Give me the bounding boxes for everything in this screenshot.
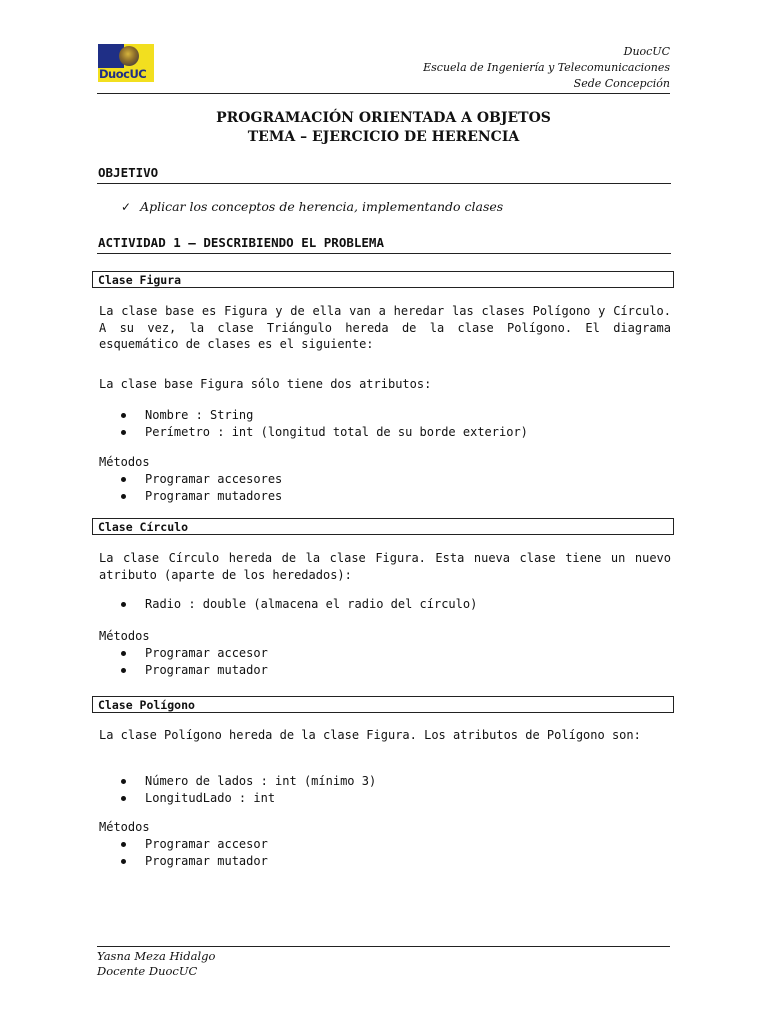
bullet-icon	[121, 668, 126, 673]
page-header	[97, 42, 670, 94]
circulo-metodos-list	[99, 645, 268, 678]
checkmark-icon: ✓	[121, 200, 132, 214]
section-objetivo-heading: OBJETIVO	[97, 165, 671, 184]
list-item: Nombre : String	[99, 407, 528, 424]
list-item: LongitudLado : int	[99, 790, 376, 807]
list-item: Programar mutador	[99, 662, 268, 679]
institution-name: DuocUC	[623, 45, 670, 58]
campus-name: Sede Concepción	[573, 77, 670, 90]
list-item: Programar mutador	[99, 853, 268, 870]
list-item: Programar accesor	[99, 645, 268, 662]
list-item: Radio : double (almacena el radio del círculo)	[99, 596, 477, 613]
bullet-icon	[121, 477, 126, 482]
author-name: Yasna Meza Hidalgo	[97, 949, 216, 963]
list-item: Número de lados : int (mínimo 3)	[99, 773, 376, 790]
list-item: Programar accesor	[99, 836, 268, 853]
list-item: Programar accesores	[99, 471, 282, 488]
bullet-icon	[121, 796, 126, 801]
page-footer	[97, 946, 670, 979]
circulo-intro: La clase Círculo hereda de la clase Figura. Esta nueva clase tiene un nuevo atributo (aparte de los heredados):	[99, 551, 671, 582]
duocuc-logo	[98, 44, 154, 82]
circulo-metodos-label: Métodos	[99, 629, 150, 643]
section-actividad-heading: ACTIVIDAD 1 – DESCRIBIENDO EL PROBLEMA	[97, 235, 671, 254]
globe-icon	[119, 46, 139, 66]
bullet-icon	[121, 413, 126, 418]
bullet-icon	[121, 430, 126, 435]
list-item: Programar mutadores	[99, 488, 282, 505]
figura-attrs-list	[99, 407, 528, 440]
bullet-icon	[121, 494, 126, 499]
logo-text: DuocUC	[99, 67, 147, 81]
institution-info	[423, 44, 670, 92]
bullet-icon	[121, 859, 126, 864]
objetivo-text: Aplicar los conceptos de herencia, implementando clases	[140, 199, 504, 214]
objetivo-item	[121, 199, 503, 214]
figura-attrs-intro: La clase base Figura sólo tiene dos atributos:	[99, 377, 432, 391]
author-role: Docente DuocUC	[97, 964, 198, 978]
poligono-metodos-label: Métodos	[99, 820, 150, 834]
figura-metodos-label: Métodos	[99, 455, 150, 469]
list-item: Perímetro : int (longitud total de su borde exterior)	[99, 424, 528, 441]
bullet-icon	[121, 602, 126, 607]
figura-metodos-list	[99, 471, 282, 504]
bullet-icon	[121, 651, 126, 656]
circulo-attrs-list	[99, 596, 477, 613]
bullet-icon	[121, 779, 126, 784]
document-title: PROGRAMACIÓN ORIENTADA A OBJETOS	[216, 110, 551, 126]
poligono-attrs-list	[99, 773, 376, 806]
bullet-icon	[121, 842, 126, 847]
figura-intro: La clase base es Figura y de ella van a heredar las clases Polígono y Círculo. A su vez, la clase Triángulo hereda de la clase Polígono. El diagrama esquemático de clases es el siguiente:	[99, 304, 671, 351]
school-name: Escuela de Ingeniería y Telecomunicaciones	[423, 61, 670, 74]
poligono-intro: La clase Polígono hereda de la clase Figura. Los atributos de Polígono son:	[99, 728, 641, 742]
document-subtitle: TEMA – EJERCICIO DE HERENCIA	[247, 129, 520, 145]
class-poligono-heading: Clase Polígono	[92, 696, 674, 713]
class-figura-heading: Clase Figura	[92, 271, 674, 288]
class-circulo-heading: Clase Círculo	[92, 518, 674, 535]
poligono-metodos-list	[99, 836, 268, 869]
